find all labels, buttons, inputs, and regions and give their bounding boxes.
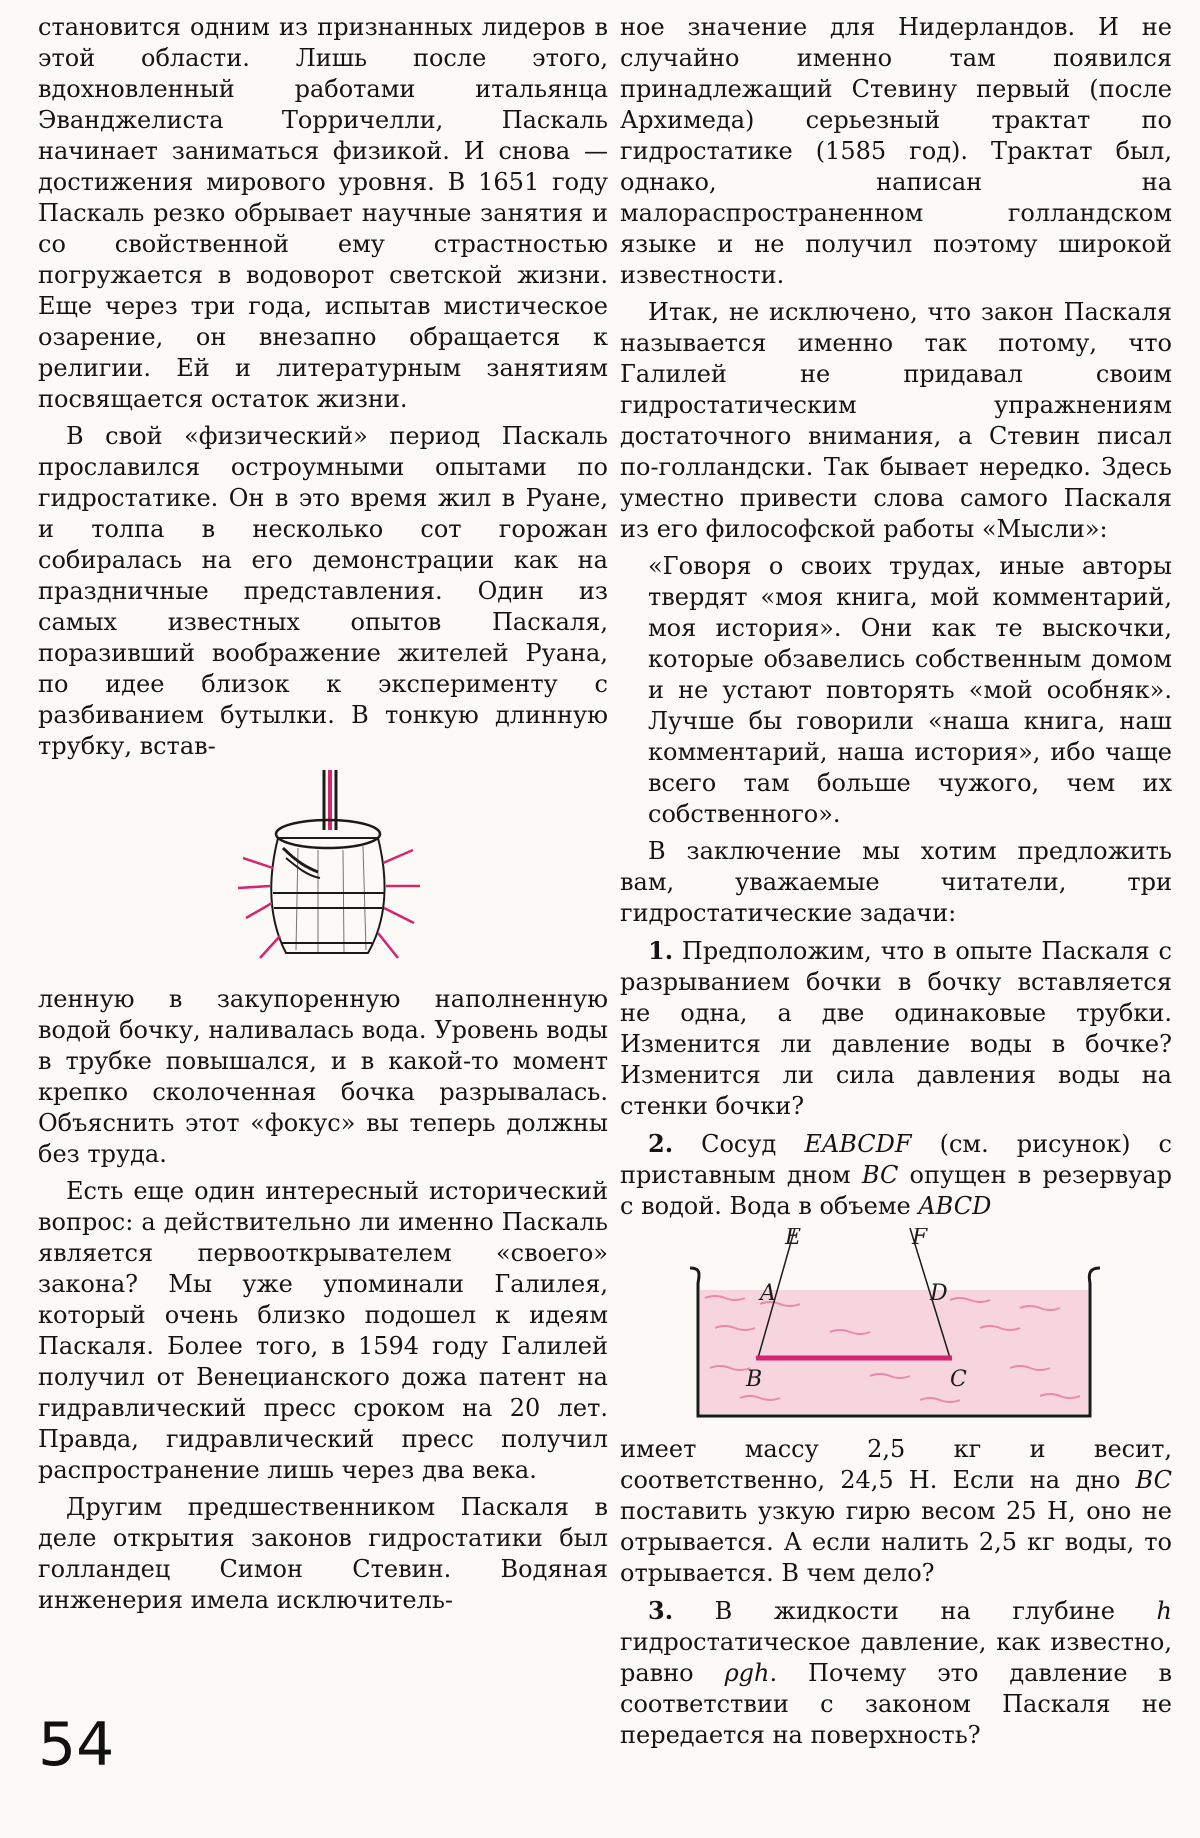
right-column xyxy=(620,12,1172,1757)
vessel-figure xyxy=(620,1228,1172,1428)
task-2-part-1 xyxy=(620,1128,1172,1222)
depth-symbol: h xyxy=(1156,1597,1172,1625)
label-e: E xyxy=(785,1228,802,1250)
paragraph-4: Есть еще один интересный исторический вопрос: а действительно ли именно Паскаль является первооткрывателем «своего» закона? Мы уже упоминали Галилея, который очень близко подошел к идеям Паскаля. Более того, в 1594 году Галилей получил от Венецианского дожа патент на гидравлический пресс сроком на 20 лет. Правда, гидравлический пресс получил распространение лишь через два века. xyxy=(38,1177,608,1484)
task-2-text-b: (см. рисунок) с приставным дном xyxy=(620,1130,1172,1189)
volume-label: ABCD xyxy=(918,1192,992,1220)
task-3-number: 3. xyxy=(648,1596,674,1625)
task-3-text-a: В жидкости на глубине xyxy=(673,1597,1157,1625)
paragraph-3: ленную в закупоренную наполненную водой бочку, наливалась вода. Уровень воды в трубке повышался, и в какой-то момент крепко сколоченная бочка разрывалась. Объяснить этот «фокус» вы теперь должны без труда. xyxy=(38,985,608,1168)
bottom-label-2: BC xyxy=(1135,1466,1172,1494)
task-1 xyxy=(620,935,1172,1122)
task-2-text-c: опущен в резервуар с водой. Вода в объеме xyxy=(620,1161,1172,1220)
label-a: A xyxy=(760,1281,776,1306)
paragraph-6: ное значение для Нидерландов. И не случайно именно там появился принадлежащий Стевину первый (после Архимеда) серьезный трактат по гидростатике (1585 год). Трактат был, однако, написан на малораспространенном голландском языке и не получил поэтому широкой известности. xyxy=(620,13,1172,289)
paragraph-8: В заключение мы хотим предложить вам, уважаемые читатели, три гидростатические задачи: xyxy=(620,837,1172,927)
paragraph-1: становится одним из признанных лидеров в этой области. Лишь после этого, вдохновленный работами итальянца Эванджелиста Торричелли, Паскаль начинает заниматься физикой. И снова — достижения мирового уровня. В 1651 году Паскаль резко обрывает научные занятия и со свойственной ему страстностью погружается в водоворот светской жизни. Еще через три года, испытав мистическое озарение, он внезапно обращается к религии. Ей и литературным занятиям посвящается остаток жизни. xyxy=(38,13,608,413)
task-2-text-a: Сосуд xyxy=(673,1130,805,1158)
vessel-label: EABCDF xyxy=(804,1130,912,1158)
label-b: B xyxy=(746,1367,763,1392)
pressure-formula: ρgh xyxy=(724,1659,770,1687)
paragraph-5: Другим предшественником Паскаля в деле открытия законов гидростатики был голландец Симон Стевин. Водяная инженерия имела исключитель- xyxy=(38,1493,608,1614)
task-1-number: 1. xyxy=(648,936,674,965)
label-f: F xyxy=(912,1228,928,1250)
task-2-number: 2. xyxy=(648,1129,674,1158)
task-2-text-e: поставить узкую гирю весом 25 Н, оно не отрывается. А если налить 2,5 кг воды, то отрывается. В чем дело? xyxy=(620,1497,1172,1587)
page-number: 54 xyxy=(38,1710,115,1780)
pascal-quote: «Говоря о своих трудах, иные авторы твердят «моя книга, мой комментарий, моя история». Они как те выскочки, которые обзавелись собственным домом и не устают повторять «мой особняк». Лучше бы говорили «наша книга, наш комментарий, наша история», ибо чаще всего там больше чужого, чем их собственного». xyxy=(648,552,1172,828)
label-d: D xyxy=(930,1281,948,1306)
label-c: C xyxy=(950,1367,967,1392)
paragraph-7: Итак, не исключено, что закон Паскаля называется именно так потому, что Галилей не придавал своим гидростатическим упражнениям достаточного внимания, а Стевин писал по-голландски. Так бывает нередко. Здесь уместно привести слова самого Паскаля из его философской работы «Мысли»: xyxy=(620,298,1172,543)
paragraph-2: В свой «физический» период Паскаль прославился остроумными опытами по гидростатике. Он в это время жил в Руане, и толпа в несколько сот горожан собиралась на его демонстрации как на праздничные представления. Один из самых известных опытов Паскаля, поразивший воображение жителей Руана, по идее близок к эксперименту с разбиванием бутылки. В тонкую длинную трубку, встав- xyxy=(38,422,608,760)
bottom-label: BC xyxy=(861,1161,899,1189)
task-3 xyxy=(620,1595,1172,1751)
left-column xyxy=(38,12,608,1622)
task-1-text: Предположим, что в опыте Паскаля с разрыванием бочки в бочку вставляется не одна, а две одинаковые трубки. Изменится ли давление воды в бочке? Изменится ли сила давления воды на стенки бочки? xyxy=(620,937,1172,1120)
task-3-text-b: гидростатическое давление, как известно, равно xyxy=(620,1628,1172,1687)
task-2-part-2 xyxy=(620,1434,1172,1589)
task-3-text-c: . Почему это давление в соответствии с законом Паскаля не передается на поверхность? xyxy=(620,1659,1172,1749)
task-2-text-d: имеет массу 2,5 кг и весит, соответственно, 24,5 Н. Если на дно xyxy=(620,1435,1172,1494)
barrel-illustration xyxy=(38,768,608,978)
